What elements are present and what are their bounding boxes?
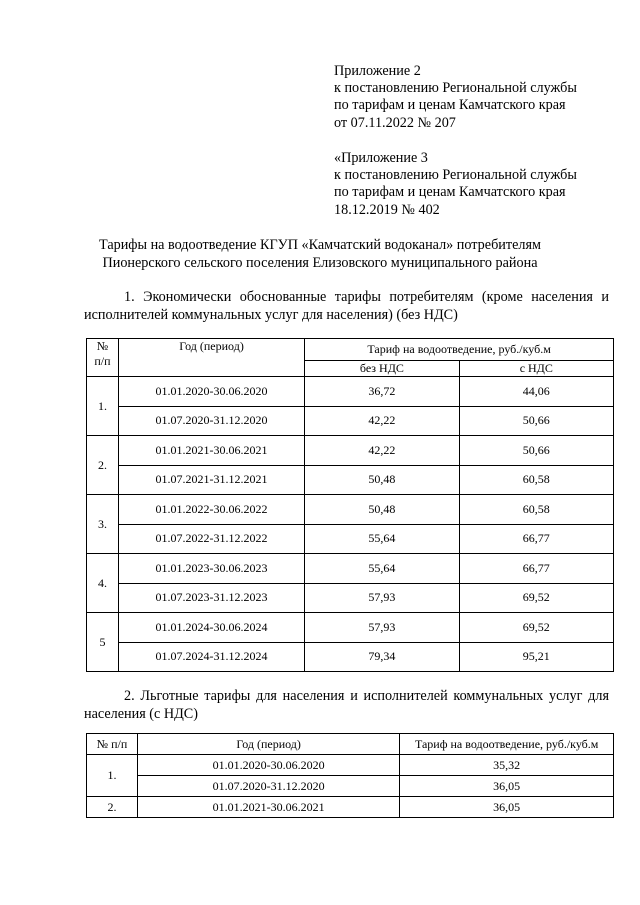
row-number-cell: 4. bbox=[87, 554, 119, 613]
period-cell: 01.07.2022-31.12.2022 bbox=[118, 524, 304, 554]
period-cell: 01.01.2020-30.06.2020 bbox=[137, 755, 399, 776]
appendix-2-header bbox=[334, 63, 634, 132]
period-cell: 01.01.2021-30.06.2021 bbox=[118, 436, 304, 466]
tariff-without-vat-cell: 57,93 bbox=[305, 613, 459, 643]
section-2-heading: 2. Льготные тарифы для населения и исполнителей коммунальных услуг для населения (с НДС) bbox=[84, 688, 609, 722]
table-row bbox=[87, 436, 614, 466]
row-number-cell: 1. bbox=[87, 755, 138, 797]
appendix-2-line: по тарифам и ценам Камчатского края bbox=[334, 97, 566, 114]
tariffs-table-preferential bbox=[86, 733, 614, 818]
tariff-with-vat-cell: 95,21 bbox=[459, 642, 613, 672]
row-number-cell: 2. bbox=[87, 436, 119, 495]
header-period-cell: Год (период) bbox=[137, 734, 399, 755]
row-number-cell: 1. bbox=[87, 377, 119, 436]
tariff-with-vat-cell: 66,77 bbox=[459, 554, 613, 584]
tariff-value-cell: 35,32 bbox=[400, 755, 614, 776]
table-row bbox=[87, 377, 614, 407]
table-row bbox=[87, 776, 614, 797]
section-1-heading: 1. Экономически обоснованные тарифы потребителям (кроме населения и исполнителей коммунальных услуг для населения) (без НДС) bbox=[84, 289, 609, 323]
tariff-with-vat-cell: 69,52 bbox=[459, 583, 613, 613]
period-cell: 01.07.2020-31.12.2020 bbox=[137, 776, 399, 797]
header-num-line2: п/п bbox=[94, 354, 111, 368]
document-title-line: Тарифы на водоотведение КГУП «Камчатский водоканал» потребителям bbox=[99, 237, 541, 253]
tariff-with-vat-cell: 60,58 bbox=[459, 465, 613, 495]
table-row bbox=[87, 554, 614, 584]
period-cell: 01.01.2024-30.06.2024 bbox=[118, 613, 304, 643]
tariff-value-cell: 36,05 bbox=[400, 776, 614, 797]
header-without-vat-cell: без НДС bbox=[305, 361, 459, 377]
appendix-2-line: к постановлению Региональной службы bbox=[334, 80, 577, 97]
row-number-cell: 5 bbox=[87, 613, 119, 672]
tariff-without-vat-cell: 79,34 bbox=[305, 642, 459, 672]
tariff-with-vat-cell: 44,06 bbox=[459, 377, 613, 407]
tariff-without-vat-cell: 42,22 bbox=[305, 406, 459, 436]
tariffs-table-economic bbox=[86, 338, 614, 672]
appendix-3-line: «Приложение 3 bbox=[334, 150, 428, 166]
period-cell: 01.07.2021-31.12.2021 bbox=[118, 465, 304, 495]
tariff-without-vat-cell: 55,64 bbox=[305, 524, 459, 554]
tariff-without-vat-cell: 50,48 bbox=[305, 465, 459, 495]
table-row bbox=[87, 465, 614, 495]
tariff-without-vat-cell: 55,64 bbox=[305, 554, 459, 584]
tariff-without-vat-cell: 57,93 bbox=[305, 583, 459, 613]
tariff-without-vat-cell: 50,48 bbox=[305, 495, 459, 525]
tariff-with-vat-cell: 69,52 bbox=[459, 613, 613, 643]
header-with-vat-cell: с НДС bbox=[459, 361, 613, 377]
appendix-3-line: к постановлению Региональной службы bbox=[334, 167, 577, 184]
tariff-with-vat-cell: 50,66 bbox=[459, 436, 613, 466]
table-row bbox=[87, 524, 614, 554]
period-cell: 01.07.2023-31.12.2023 bbox=[118, 583, 304, 613]
header-num-cell: № п/п bbox=[87, 734, 138, 755]
header-num-cell bbox=[87, 339, 119, 377]
table-row bbox=[87, 583, 614, 613]
header-tariff-cell: Тариф на водоотведение, руб./куб.м bbox=[400, 734, 614, 755]
appendix-2-line: Приложение 2 bbox=[334, 63, 421, 79]
table-row bbox=[87, 755, 614, 776]
table-row bbox=[87, 797, 614, 818]
period-cell: 01.01.2020-30.06.2020 bbox=[118, 377, 304, 407]
appendix-3-line: 18.12.2019 № 402 bbox=[334, 201, 440, 218]
tariff-with-vat-cell: 66,77 bbox=[459, 524, 613, 554]
tariff-without-vat-cell: 36,72 bbox=[305, 377, 459, 407]
period-cell: 01.07.2024-31.12.2024 bbox=[118, 642, 304, 672]
row-number-cell: 2. bbox=[87, 797, 138, 818]
period-cell: 01.01.2021-30.06.2021 bbox=[137, 797, 399, 818]
row-number-cell: 3. bbox=[87, 495, 119, 554]
period-cell: 01.01.2023-30.06.2023 bbox=[118, 554, 304, 584]
period-cell: 01.01.2022-30.06.2022 bbox=[118, 495, 304, 525]
document-title bbox=[30, 237, 610, 272]
header-tariff-cell: Тариф на водоотведение, руб./куб.м bbox=[305, 339, 614, 361]
document-title-line: Пионерского сельского поселения Елизовского муниципального района bbox=[102, 254, 538, 271]
tariff-with-vat-cell: 50,66 bbox=[459, 406, 613, 436]
period-cell: 01.07.2020-31.12.2020 bbox=[118, 406, 304, 436]
appendix-3-header bbox=[334, 150, 634, 219]
tariff-value-cell: 36,05 bbox=[400, 797, 614, 818]
header-period-cell: Год (период) bbox=[118, 339, 304, 377]
table-row bbox=[87, 406, 614, 436]
table-row bbox=[87, 613, 614, 643]
header-num-line1: № bbox=[96, 339, 109, 353]
table-row bbox=[87, 495, 614, 525]
tariff-with-vat-cell: 60,58 bbox=[459, 495, 613, 525]
table-row bbox=[87, 642, 614, 672]
tariff-without-vat-cell: 42,22 bbox=[305, 436, 459, 466]
appendix-2-line: от 07.11.2022 № 207 bbox=[334, 114, 456, 131]
appendix-3-line: по тарифам и ценам Камчатского края bbox=[334, 184, 566, 201]
